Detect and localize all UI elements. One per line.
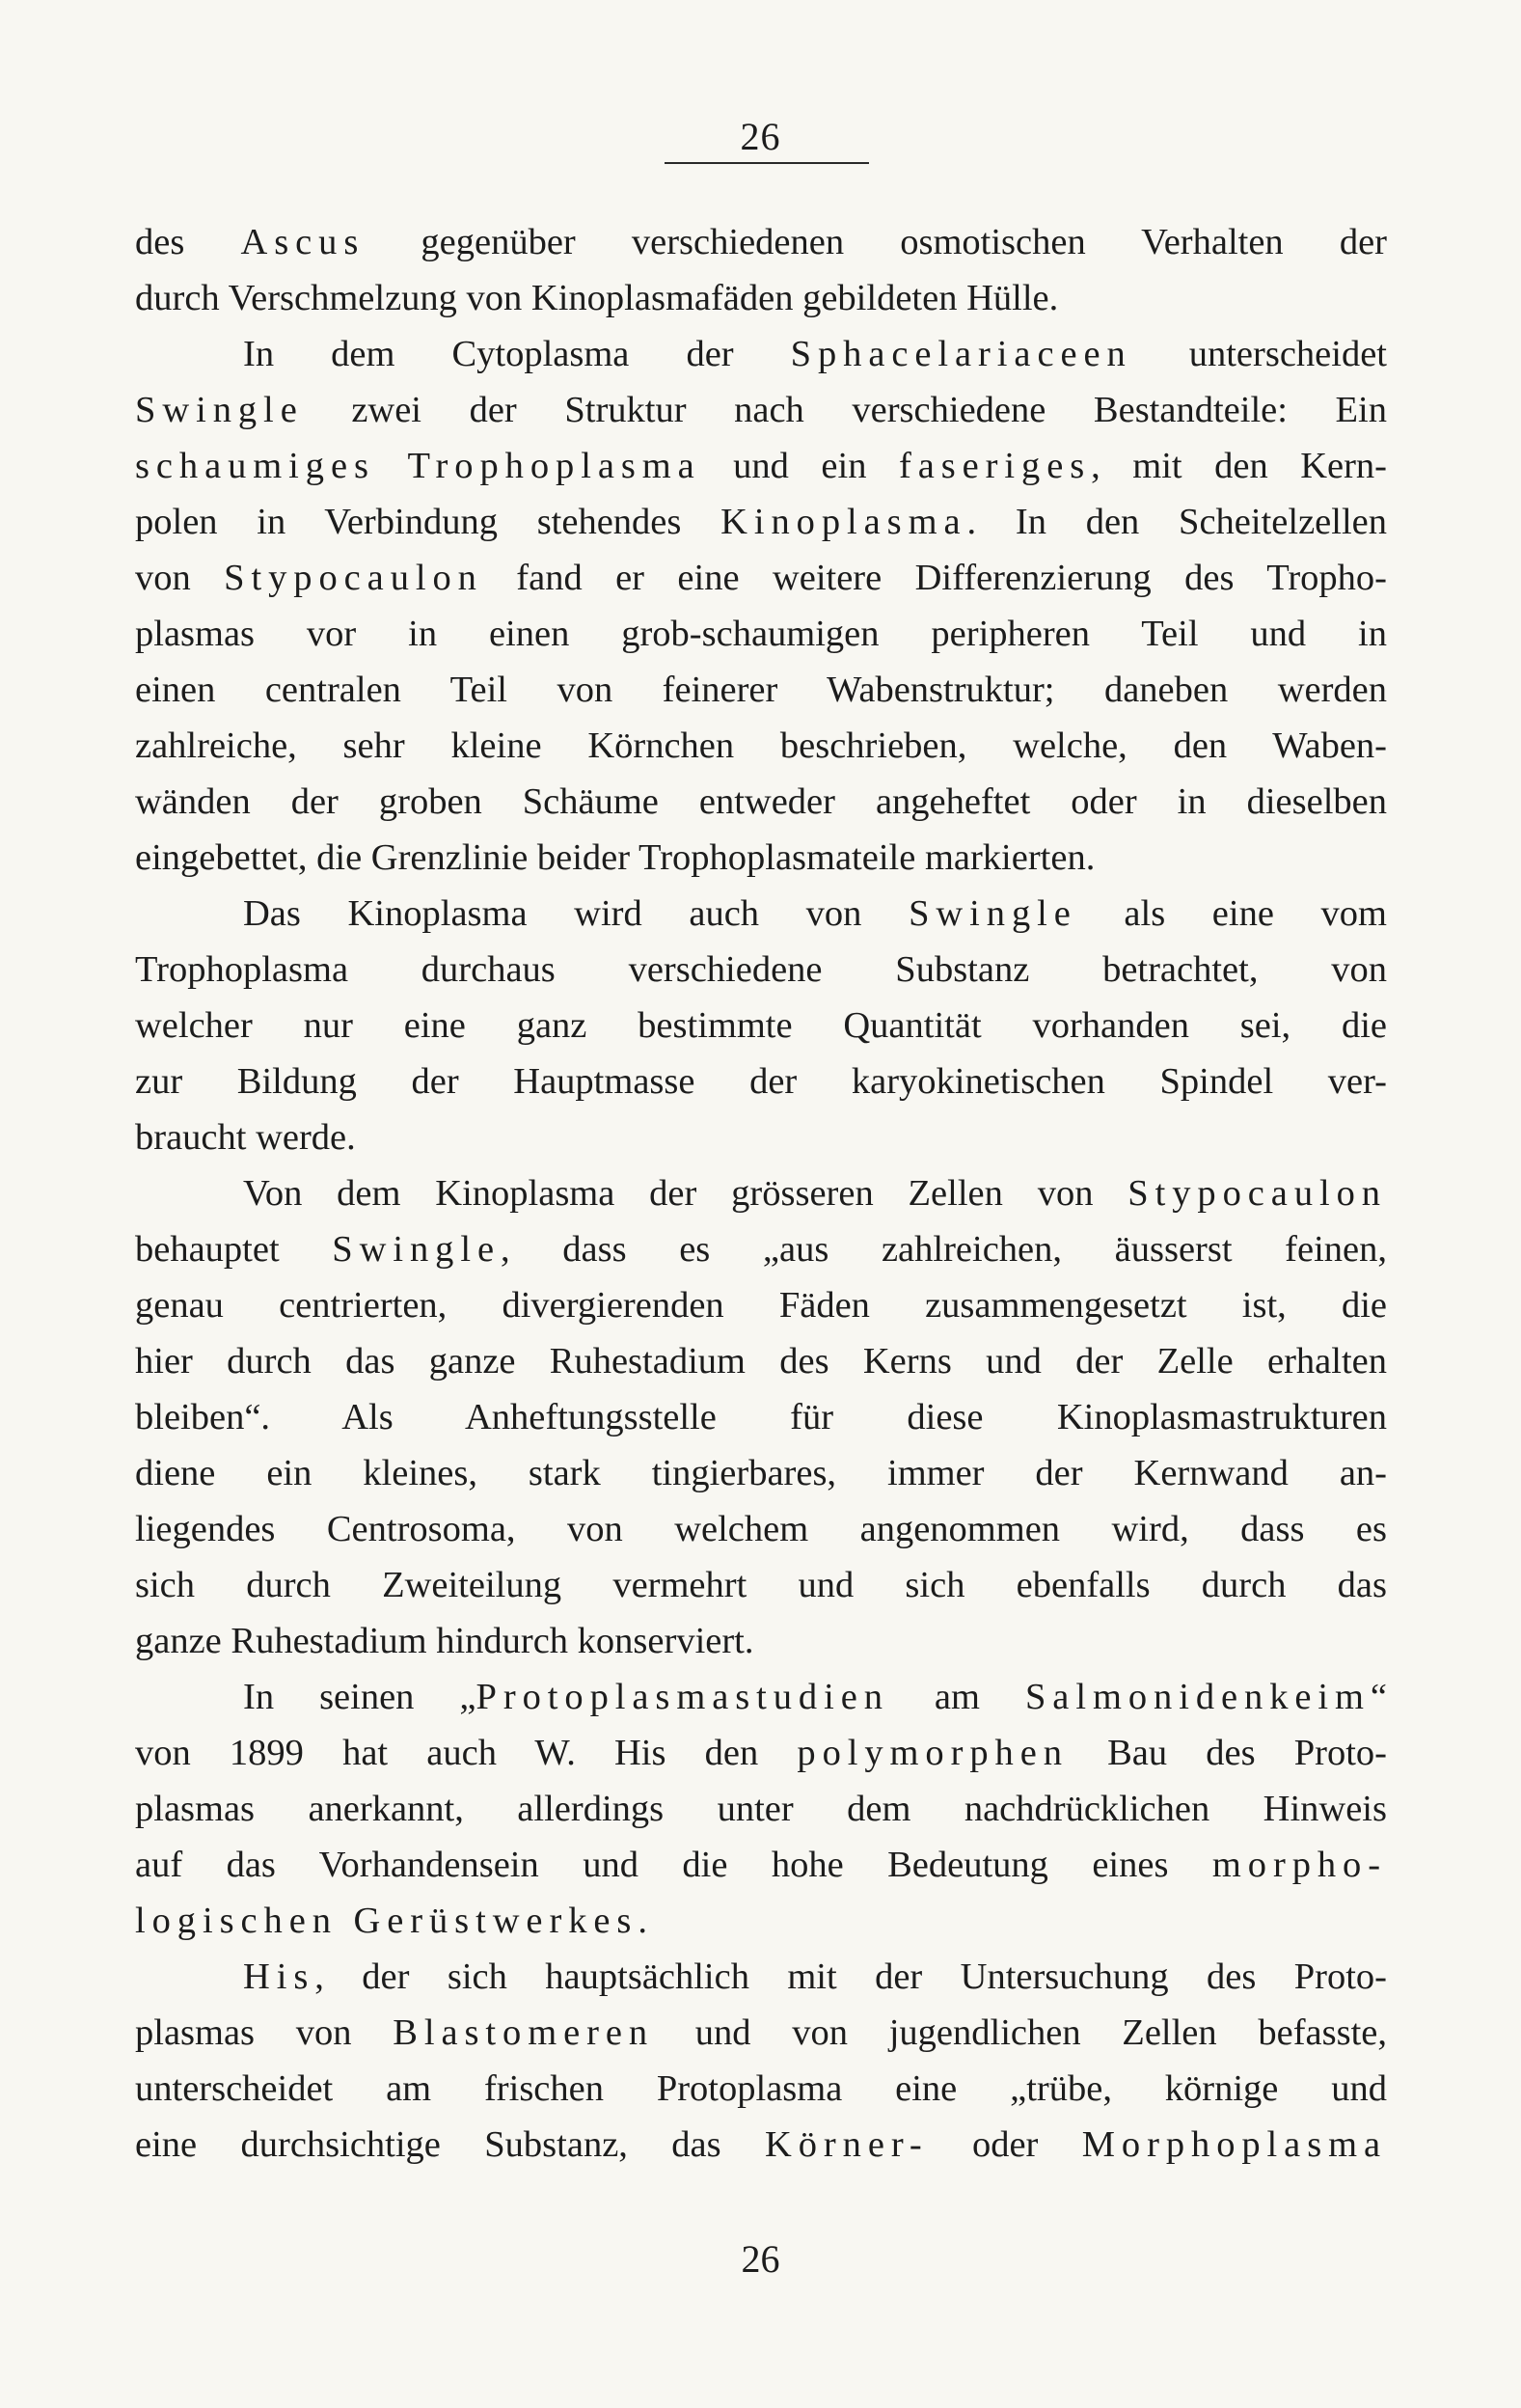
text-line <box>135 886 1387 942</box>
spaced-emphasis: Swingle <box>909 893 1077 934</box>
text-segment: am <box>888 1677 1025 1717</box>
text-segment: In seinen „ <box>243 1677 476 1717</box>
text-segment <box>375 446 408 486</box>
text-segment: “ <box>1370 1677 1387 1717</box>
text-segment: unterscheidet am frischen Protoplasma eine „trübe, körnige und <box>135 2068 1387 2109</box>
text-line <box>135 774 1387 830</box>
text-line <box>135 1165 1387 1221</box>
text-segment: , dass es „aus zahlreichen, äusserst feinen, <box>501 1229 1387 1270</box>
text-line <box>135 550 1387 606</box>
text-segment: Von dem Kinoplasma der grösseren Zellen von <box>243 1173 1128 1214</box>
text-line <box>135 2005 1387 2061</box>
text-line <box>135 1613 1387 1669</box>
spaced-emphasis: logischen Gerüstwerkes <box>135 1901 638 1941</box>
text-segment: welcher nur eine ganz bestimmte Quantität vorhanden sei, die <box>135 1005 1387 1046</box>
text-segment: durch Verschmelzung von Kinoplasmafäden gebildeten Hülle. <box>135 278 1059 318</box>
spaced-emphasis: morpho- <box>1211 1845 1387 1885</box>
text-segment: , mit den Kern- <box>1091 446 1387 486</box>
text-segment: wänden der groben Schäume entweder angeheftet oder in dieselben <box>135 781 1387 822</box>
body-text <box>135 214 1387 2173</box>
text-segment: behauptet <box>135 1229 333 1270</box>
spaced-emphasis: Blastomeren <box>393 2012 655 2053</box>
text-segment: als eine vom <box>1076 893 1387 934</box>
text-line <box>135 1054 1387 1109</box>
text-segment: genau centrierten, divergierenden Fäden zusammengesetzt ist, die <box>135 1285 1387 1326</box>
text-line <box>135 942 1387 998</box>
spaced-emphasis: Ascus <box>240 222 366 262</box>
spaced-emphasis: Morphoplasma <box>1081 2124 1387 2165</box>
text-segment: hier durch das ganze Ruhestadium des Kerns und der Zelle erhalten <box>135 1341 1387 1382</box>
text-segment: Das Kinoplasma wird auch von <box>243 893 910 934</box>
text-line <box>135 214 1387 270</box>
text-line <box>135 1669 1387 1725</box>
text-segment: eingebettet, die Grenzlinie beider Trophoplasmateile markierten. <box>135 837 1096 878</box>
spaced-emphasis: Körner- <box>764 2124 929 2165</box>
text-line <box>135 830 1387 886</box>
text-line <box>135 382 1387 438</box>
text-line <box>135 1277 1387 1333</box>
text-line <box>135 1725 1387 1781</box>
spaced-emphasis: faseriges <box>898 446 1092 486</box>
text-segment: unterscheidet <box>1131 334 1387 374</box>
text-segment: eine durchsichtige Substanz, das <box>135 2124 765 2165</box>
spaced-emphasis: Salmonidenkeim <box>1024 1677 1371 1717</box>
text-segment: polen in Verbindung stehendes <box>135 502 721 542</box>
text-segment: von 1899 hat auch W. His den <box>135 1733 798 1773</box>
text-line <box>135 1501 1387 1557</box>
text-line <box>135 662 1387 718</box>
text-segment: und von jugendlichen Zellen befasste, <box>654 2012 1387 2053</box>
text-segment: zahlreiche, sehr kleine Körnchen beschrieben, welche, den Waben- <box>135 725 1387 766</box>
text-line <box>135 1445 1387 1501</box>
text-line <box>135 1333 1387 1389</box>
text-segment: . <box>638 1901 647 1941</box>
text-segment: braucht werde. <box>135 1117 356 1158</box>
text-segment: Bau des Proto- <box>1068 1733 1387 1773</box>
spaced-emphasis: Protoplasmastudien <box>475 1677 889 1717</box>
page-number-top: 26 <box>740 115 781 158</box>
spaced-emphasis: Swingle <box>135 390 304 430</box>
text-segment: . In den Scheitelzellen <box>966 502 1387 542</box>
text-segment: zur Bildung der Hauptmasse der karyokinetischen Spindel ver- <box>135 1061 1387 1102</box>
text-line <box>135 1109 1387 1165</box>
text-segment: sich durch Zweiteilung vermehrt und sich ebenfalls durch das <box>135 1565 1387 1605</box>
spaced-emphasis: Swingle <box>332 1229 502 1270</box>
text-segment: plasmas vor in einen grob-schaumigen peripheren Teil und in <box>135 614 1387 654</box>
text-line <box>135 438 1387 494</box>
text-segment: gegenüber verschiedenen osmotischen Verhalten der <box>365 222 1387 262</box>
text-segment: fand er eine weitere Differenzierung des Tropho- <box>482 558 1387 598</box>
text-segment: liegendes Centrosoma, von welchem angenommen wird, dass es <box>135 1509 1387 1549</box>
spaced-emphasis: Stypocaulon <box>1127 1173 1387 1214</box>
header-rule <box>665 162 869 164</box>
text-line <box>135 270 1387 326</box>
text-segment: bleiben“. Als Anheftungsstelle für diese Kinoplasmastrukturen <box>135 1397 1387 1437</box>
text-line <box>135 1949 1387 2005</box>
spaced-emphasis: Trophoplasma <box>407 446 701 486</box>
spaced-emphasis: schaumiges <box>135 446 375 486</box>
page-number-bottom: 26 <box>741 2237 780 2281</box>
spaced-emphasis: polymorphen <box>797 1733 1069 1773</box>
text-segment: einen centralen Teil von feinerer Wabenstruktur; daneben werden <box>135 670 1387 710</box>
text-line <box>135 1893 1387 1949</box>
text-segment: zwei der Struktur nach verschiedene Bestandteile: Ein <box>303 390 1387 430</box>
text-segment: auf das Vorhandensein und die hohe Bedeutung eines <box>135 1845 1212 1885</box>
text-line <box>135 2061 1387 2117</box>
text-line <box>135 606 1387 662</box>
text-line <box>135 2117 1387 2173</box>
text-line <box>135 998 1387 1054</box>
text-segment: , der sich hauptsächlich mit der Untersuchung des Proto- <box>314 1956 1387 1997</box>
spaced-emphasis: Stypocaulon <box>224 558 483 598</box>
text-line <box>135 1781 1387 1837</box>
text-segment: Trophoplasma durchaus verschiedene Substanz betrachtet, von <box>135 949 1387 990</box>
text-line <box>135 494 1387 550</box>
text-segment: des <box>135 222 241 262</box>
spaced-emphasis: Sphacelariaceen <box>790 334 1132 374</box>
spaced-emphasis: Kinoplasma <box>720 502 967 542</box>
text-line <box>135 326 1387 382</box>
text-line <box>135 1221 1387 1277</box>
text-segment: oder <box>928 2124 1082 2165</box>
text-segment: von <box>135 558 225 598</box>
text-line <box>135 1389 1387 1445</box>
text-segment: ganze Ruhestadium hindurch konserviert. <box>135 1621 754 1661</box>
text-segment: und ein <box>700 446 899 486</box>
text-segment: In dem Cytoplasma der <box>243 334 791 374</box>
text-segment: diene ein kleines, stark tingierbares, immer der Kernwand an- <box>135 1453 1387 1493</box>
text-line <box>135 1557 1387 1613</box>
text-line <box>135 1837 1387 1893</box>
text-segment: plasmas anerkannt, allerdings unter dem nachdrücklichen Hinweis <box>135 1789 1387 1829</box>
spaced-emphasis: His <box>243 1956 315 1997</box>
text-line <box>135 718 1387 774</box>
text-segment: plasmas von <box>135 2012 394 2053</box>
